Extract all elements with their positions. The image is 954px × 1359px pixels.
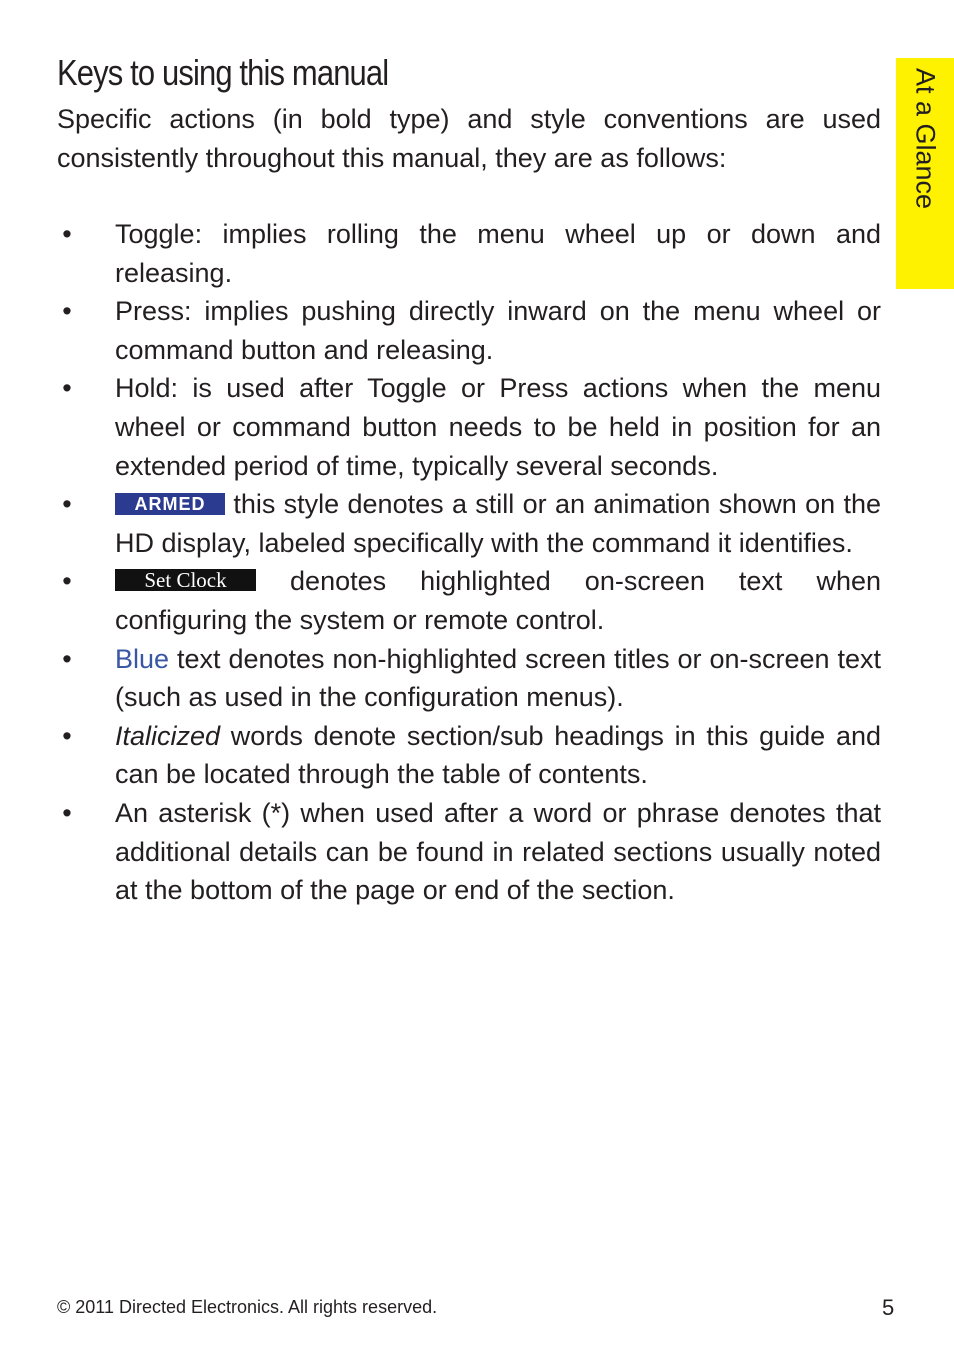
term-toggle: Toggle:	[115, 219, 203, 249]
bullet: •	[62, 373, 72, 404]
set-clock-badge: Set Clock	[115, 569, 256, 591]
bullet: •	[62, 219, 72, 249]
bullet: •	[62, 797, 72, 828]
copyright-footer: © 2011 Directed Electronics. All rights reserved.	[57, 1297, 438, 1317]
list-item	[57, 562, 881, 639]
term-blue: Blue	[115, 643, 170, 674]
bullet: •	[62, 489, 72, 520]
list-item	[57, 292, 881, 369]
item-text: denotes highlighted on-screen text when configuring the system or remote control.	[115, 566, 881, 635]
list-item	[57, 717, 881, 794]
item-text: is used after Toggle or Press actions when the menu wheel or command button needs to be held in position for an extended period of time, typically several seconds.	[115, 373, 881, 481]
page-title: Keys to using this manual	[57, 52, 389, 93]
bullet: •	[62, 643, 72, 674]
list-item	[57, 369, 881, 485]
item-text: text denotes non-highlighted screen titles or on-screen text (such as used in the configuration menus).	[115, 643, 881, 713]
section-tab-label: At a Glance	[910, 68, 941, 210]
list-item	[57, 794, 881, 910]
term-italicized: Italicized	[115, 720, 221, 751]
item-text: this style denotes a still or an animation shown on the HD display, labeled specifically with the command it identifies.	[115, 489, 881, 558]
term-press: Press:	[115, 296, 192, 327]
item-text: implies rolling the menu wheel up or down and releasing.	[115, 219, 881, 288]
list-item	[57, 215, 881, 292]
bullet: •	[62, 296, 72, 327]
armed-badge: ARMED	[115, 493, 225, 515]
item-text: implies pushing directly inward on the menu wheel or command button and releasing.	[115, 296, 881, 365]
item-text: An asterisk (*) when used after a word or phrase denotes that additional details can be found in related sections usually noted at the bottom of the page or end of the section.	[115, 797, 881, 906]
intro-paragraph: Specific actions (in bold type) and style conventions are used consistently throughout this manual, they are as follows:	[57, 104, 881, 173]
item-text: words denote section/sub headings in this guide and can be located through the table of contents.	[115, 720, 881, 790]
list-item	[57, 485, 881, 562]
list-item	[57, 640, 881, 717]
term-hold: Hold:	[115, 373, 179, 404]
conventions-list	[57, 215, 881, 910]
section-tab	[896, 58, 954, 289]
bullet: •	[62, 720, 72, 751]
bullet: •	[62, 566, 72, 597]
page-number: 5	[882, 1295, 895, 1320]
